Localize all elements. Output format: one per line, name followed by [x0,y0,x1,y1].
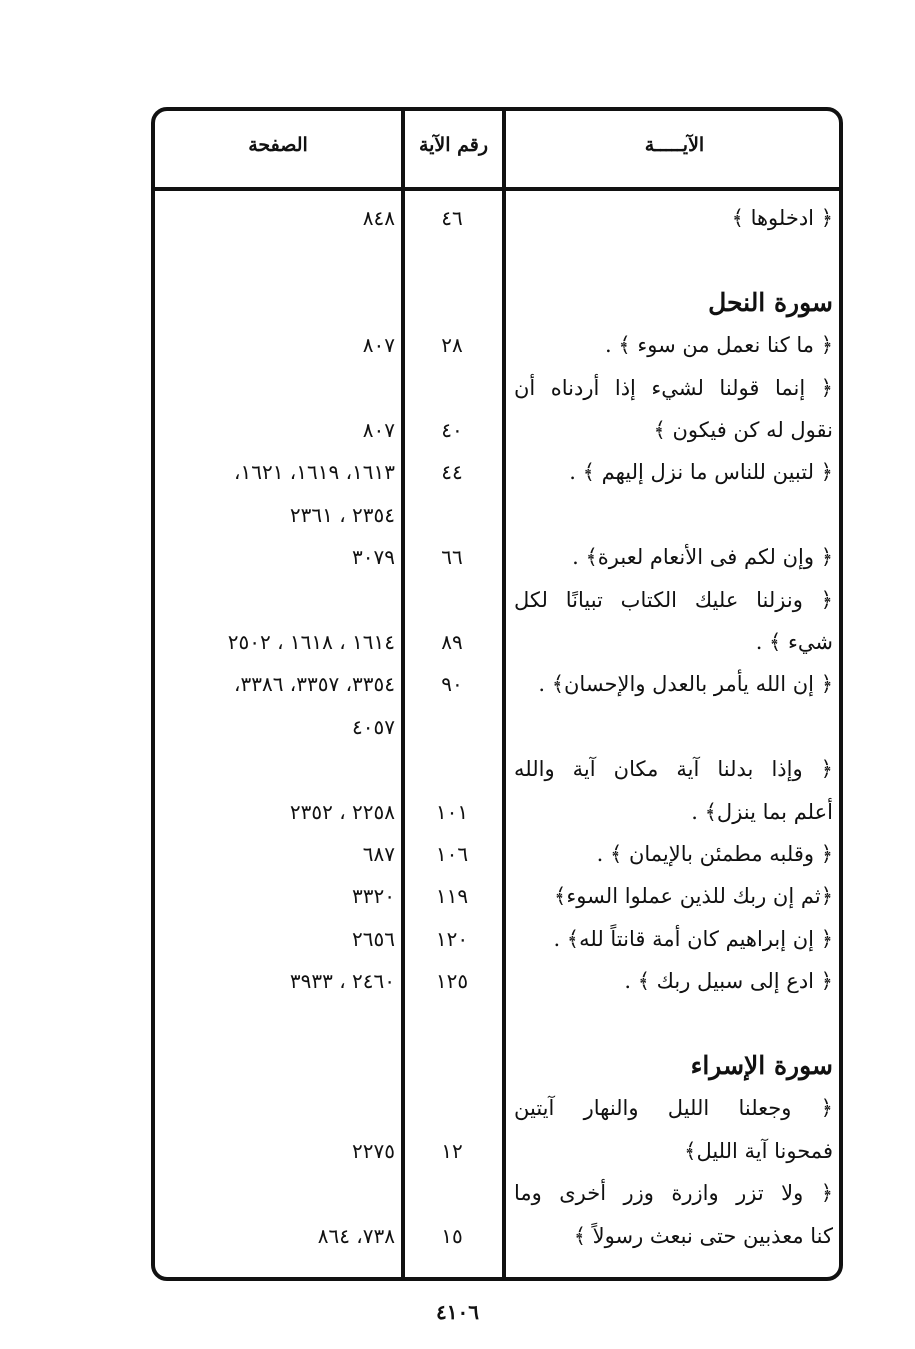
ayah-number: ١٠١ [435,800,469,824]
ayah-text: فمحونا آية الليل﴾ [684,1139,833,1163]
page-reference: ٨٤٨ [362,206,395,230]
table-row [0,579,915,621]
table-row [0,409,915,451]
table-row [0,197,915,239]
page-reference: ٢٢٥٨ ، ٢٣٥٢ [289,800,395,824]
page-reference: ٣٠٧٩ [352,545,395,569]
table-row [0,1215,915,1257]
header-divider [151,187,843,191]
header-ayah-number: رقم الآية [418,134,489,156]
header-page: الصفحة [248,134,308,156]
ayah-number: ١٠٦ [435,842,469,866]
ayah-text: ﴿ ادخلوها ﴾ [731,206,833,230]
page-reference: ٧٣٨، ٨٦٤ [317,1224,395,1248]
table-row [0,1087,915,1129]
table-row [0,748,915,790]
ayah-number: ١٢٥ [435,969,469,993]
ayah-text: ﴿ وجعلنا الليل والنهار آيتين [514,1096,833,1120]
ayah-number: ١٥ [441,1224,463,1248]
table-row [0,875,915,917]
table-row [0,621,915,663]
ayah-text: ﴿ وإذا بدلنا آية مكان آية والله [514,757,833,781]
ayah-text: ﴿ وإن لكم فى الأنعام لعبرة﴾ . [572,545,833,569]
table-row [0,1130,915,1172]
page-reference: ١٦١٣، ١٦١٩، ١٦٢١، [234,460,395,484]
surah-heading-row [0,282,915,324]
ayah-text: كنا معذبين حتى نبعث رسولاً ﴾ [573,1224,833,1248]
ayah-number: ٤٦ [441,206,463,230]
ayah-number: ١١٩ [435,884,469,908]
page-reference: ٨٠٧ [362,418,395,442]
table-row [0,833,915,875]
header-ayah: الآيـــــة [644,134,705,156]
ayah-number: ٩٠ [441,672,463,696]
table-row [0,791,915,833]
table-row [0,239,915,281]
page-reference: ٢٣٥٤ ، ٢٣٦١ [289,503,395,527]
ayah-text: ﴿ وقلبه مطمئن بالإيمان ﴾ . [596,842,833,866]
ayah-text: ﴿ إن إبراهيم كان أمة قانتاً لله﴾ . [553,927,833,951]
ayah-text: ﴿ ولا تزر وازرة وزر أخرى وما [514,1181,833,1205]
surah-heading-row [0,1045,915,1087]
ayah-text: ﴿ ما كنا نعمل من سوء ﴾ . [605,333,833,357]
ayah-text: ﴿ إنما قولنا لشيء إذا أردناه أن [514,376,833,400]
page-reference: ٨٠٧ [362,333,395,357]
page-reference: ٢٤٦٠ ، ٣٩٣٣ [289,969,395,993]
page-reference: ٦٨٧ [362,842,395,866]
ayah-number: ١٢٠ [435,927,469,951]
table-row [0,960,915,1002]
page-reference: ٢٦٥٦ [352,927,395,951]
table-row [0,918,915,960]
ayah-number: ٦٦ [441,545,463,569]
ayah-number: ٤٠ [441,418,463,442]
page-number: ٤١٠٦ [436,1300,479,1324]
ayah-number: ٢٨ [441,333,463,357]
ayah-text: ﴿ ونزلنا عليك الكتاب تبيانًا لكل [514,588,833,612]
page-reference: ٢٢٧٥ [352,1139,395,1163]
table-row [0,451,915,493]
ayah-number: ٤٤ [441,460,463,484]
ayah-text: شيء ﴾ . [755,630,833,654]
ayah-text: نقول له كن فيكون ﴾ [653,418,833,442]
table-row [0,324,915,366]
surah-title: سورة الإسراء [690,1051,833,1080]
ayah-text: أعلم بما ينزل﴾ . [691,800,833,824]
page-reference: ١٦١٤ ، ١٦١٨ ، ٢٥٠٢ [227,630,395,654]
page-reference: ٣٣٥٤، ٣٣٥٧، ٣٣٨٦، [234,672,395,696]
page-reference: ٣٣٢٠ [352,884,395,908]
table-row [0,536,915,578]
ayah-text: ﴿ إن الله يأمر بالعدل والإحسان﴾ . [538,672,833,696]
ayah-number: ٨٩ [441,630,463,654]
ayah-text: ﴿ ادع إلى سبيل ربك ﴾ . [624,969,833,993]
ayah-number: ١٢ [441,1139,463,1163]
ayah-text: ﴿ثم إن ربك للذين عملوا السوء﴾ [554,884,833,908]
page-reference: ٤٠٥٧ [352,715,395,739]
table-row [0,706,915,748]
table-row [0,367,915,409]
table-row [0,494,915,536]
table-row [0,663,915,705]
ayah-text: ﴿ لتبين للناس ما نزل إليهم ﴾ . [569,460,833,484]
table-row [0,1172,915,1214]
table-row [0,1003,915,1045]
surah-title: سورة النحل [708,288,833,317]
